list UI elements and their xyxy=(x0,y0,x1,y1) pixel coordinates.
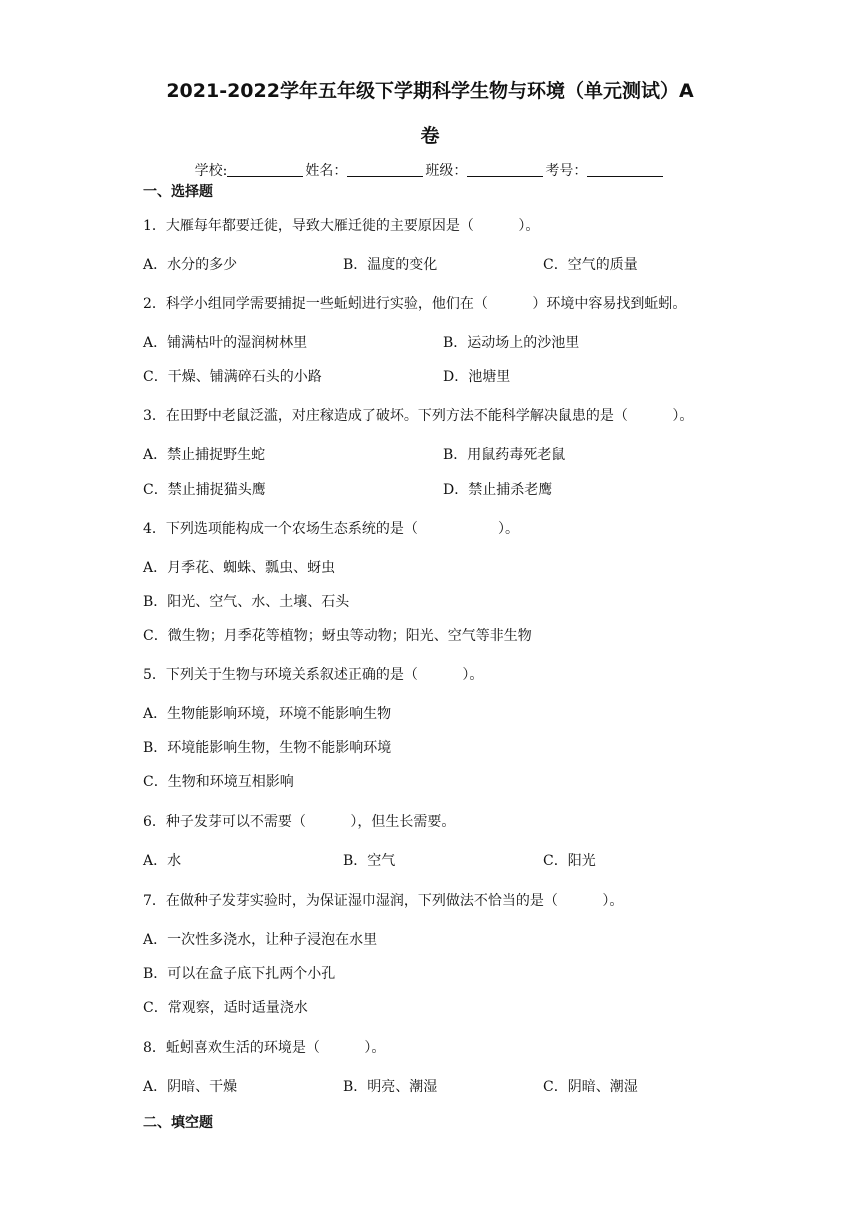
question-3-stem: 3．在田野中老鼠泛滥，对庄稼造成了破坏。下列方法不能科学解决鼠患的是（ ）。 xyxy=(143,408,694,424)
class-label: 班级： xyxy=(425,163,468,179)
question-7-stem: 7．在做种子发芽实验时，为保证湿巾湿润，下列做法不恰当的是（ ）。 xyxy=(143,893,624,909)
question-3-option-b[interactable]: B．用鼠药毒死老鼠 xyxy=(443,447,566,463)
exam-title-line1: 2021-2022学年五年级下学期科学生物与环境（单元测试）A xyxy=(166,80,694,102)
question-4-option-c[interactable]: C．微生物；月季花等植物；蚜虫等动物；阳光、空气等非生物 xyxy=(143,628,532,644)
student-info-line xyxy=(0,160,860,180)
name-blank[interactable] xyxy=(347,162,423,177)
question-3-option-d[interactable]: D．禁止捕杀老鹰 xyxy=(443,482,553,498)
school-blank[interactable] xyxy=(227,162,303,177)
question-8-stem: 8．蚯蚓喜欢生活的环境是（ ）。 xyxy=(143,1040,386,1056)
name-label: 姓名： xyxy=(305,163,348,179)
exam-no-label: 考号： xyxy=(545,163,588,179)
question-5-stem: 5．下列关于生物与环境关系叙述正确的是（ ）。 xyxy=(143,667,484,683)
question-7-option-c[interactable]: C．常观察，适时适量浇水 xyxy=(143,1000,308,1016)
question-7-option-a[interactable]: A．一次性多浇水，让种子浸泡在水里 xyxy=(143,932,378,948)
question-2-option-a[interactable]: A．铺满枯叶的湿润树林里 xyxy=(143,335,308,351)
section-heading-choice: 一、选择题 xyxy=(143,184,213,200)
question-1-option-c[interactable]: C．空气的质量 xyxy=(543,257,638,273)
question-1-option-a[interactable]: A．水分的多少 xyxy=(143,257,238,273)
exam-no-blank[interactable] xyxy=(587,162,663,177)
question-4-stem: 4．下列选项能构成一个农场生态系统的是（ ）。 xyxy=(143,521,520,537)
question-5-option-b[interactable]: B．环境能影响生物，生物不能影响环境 xyxy=(143,740,392,756)
question-5-option-c[interactable]: C．生物和环境互相影响 xyxy=(143,774,294,790)
question-6-stem: 6．种子发芽可以不需要（ ），但生长需要。 xyxy=(143,814,456,830)
question-5-option-a[interactable]: A．生物能影响环境，环境不能影响生物 xyxy=(143,706,392,722)
question-2-option-c[interactable]: C．干燥、铺满碎石头的小路 xyxy=(143,369,322,385)
exam-title-line2: 卷 xyxy=(420,125,440,147)
question-6-option-c[interactable]: C．阳光 xyxy=(543,853,596,869)
question-2-stem: 2．科学小组同学需要捕捉一些蚯蚓进行实验，他们在（ ）环境中容易找到蚯蚓。 xyxy=(143,296,687,312)
question-3-option-c[interactable]: C．禁止捕捉猫头鹰 xyxy=(143,482,266,498)
class-blank[interactable] xyxy=(467,162,543,177)
question-6-option-b[interactable]: B．空气 xyxy=(343,853,396,869)
question-1-stem: 1．大雁每年都要迁徙，导致大雁迁徙的主要原因是（ ）。 xyxy=(143,218,540,234)
question-2-option-b[interactable]: B．运动场上的沙池里 xyxy=(443,335,580,351)
question-8-option-a[interactable]: A．阴暗、干燥 xyxy=(143,1079,238,1095)
question-8-option-b[interactable]: B．明亮、潮湿 xyxy=(343,1079,438,1095)
question-1-option-b[interactable]: B．温度的变化 xyxy=(343,257,438,273)
section-heading-fill-blank: 二、填空题 xyxy=(143,1115,213,1131)
question-4-option-b[interactable]: B．阳光、空气、水、土壤、石头 xyxy=(143,594,350,610)
school-label: 学校: xyxy=(194,163,228,179)
question-2-option-d[interactable]: D．池塘里 xyxy=(443,369,511,385)
question-6-option-a[interactable]: A．水 xyxy=(143,853,182,869)
question-4-option-a[interactable]: A．月季花、蜘蛛、瓢虫、蚜虫 xyxy=(143,560,336,576)
question-7-option-b[interactable]: B．可以在盒子底下扎两个小孔 xyxy=(143,966,336,982)
question-8-option-c[interactable]: C．阴暗、潮湿 xyxy=(543,1079,638,1095)
question-3-option-a[interactable]: A．禁止捕捉野生蛇 xyxy=(143,447,266,463)
